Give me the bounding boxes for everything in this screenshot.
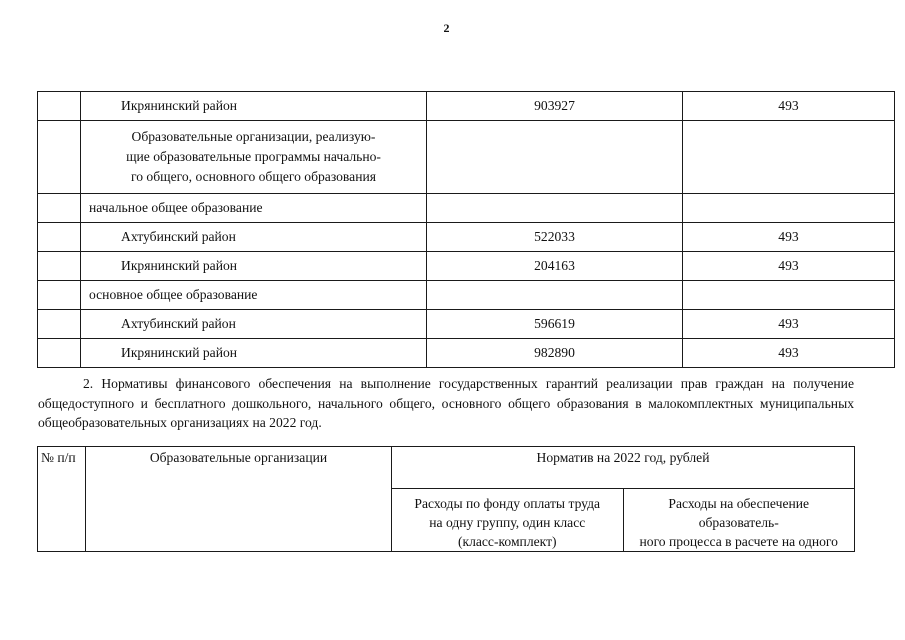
- table-row: [38, 92, 895, 121]
- row-number-cell: [38, 281, 81, 310]
- norm-value: [683, 194, 895, 223]
- student-count: 903927: [427, 92, 683, 121]
- row-number-cell: [38, 310, 81, 339]
- norm-value: 493: [683, 223, 895, 252]
- header-line: ного процесса в расчете на одного: [639, 534, 838, 549]
- district-name: Икрянинский район: [81, 339, 427, 368]
- header-line: (класс-комплект): [457, 534, 557, 549]
- district-name: Ахтубинский район: [81, 310, 427, 339]
- header-line: образователь-: [698, 515, 779, 530]
- organizations-heading: [81, 121, 427, 194]
- student-count: [427, 194, 683, 223]
- page-number: 2: [443, 21, 450, 35]
- header-number: № п/п: [38, 447, 86, 552]
- student-count: 982890: [427, 339, 683, 368]
- row-number-cell: [38, 252, 81, 281]
- student-count: [427, 281, 683, 310]
- table-header-row: [38, 447, 855, 489]
- norm-value: [683, 121, 895, 194]
- row-number-cell: [38, 223, 81, 252]
- norm-value: [683, 281, 895, 310]
- district-name: Икрянинский район: [81, 252, 427, 281]
- header-salary-expenses: [392, 489, 624, 552]
- table-row: [38, 121, 895, 194]
- table-row: [38, 310, 895, 339]
- district-name: Ахтубинский район: [81, 223, 427, 252]
- districts-table: [37, 91, 895, 368]
- table-row: [38, 223, 895, 252]
- section-name: начальное общее образование: [81, 194, 427, 223]
- header-organizations: Образовательные организации: [86, 447, 392, 552]
- row-number-cell: [38, 92, 81, 121]
- header-line: Расходы по фонду оплаты труда: [414, 496, 601, 511]
- header-norm: Норматив на 2022 год, рублей: [392, 447, 855, 489]
- student-count: 596619: [427, 310, 683, 339]
- header-process-expenses: [623, 489, 855, 552]
- district-name: Икрянинский район: [81, 92, 427, 121]
- paragraph-2: 2. Нормативы финансового обеспечения на выполнение государственных гарантий реализации прав граждан на получение общедоступного и бесплатного дошкольного, начального общего, основного общего образования в малокомплектных муниципальных общеобразовательных организациях на 2022 год.: [38, 376, 854, 430]
- heading-line: го общего, основного общего образования: [131, 169, 376, 184]
- table-row: [38, 252, 895, 281]
- norm-value: 493: [683, 252, 895, 281]
- row-number-cell: [38, 194, 81, 223]
- row-number-cell: [38, 121, 81, 194]
- norms-table: [37, 446, 855, 552]
- header-line: на одну группу, один класс: [429, 515, 586, 530]
- row-number-cell: [38, 339, 81, 368]
- norm-value: 493: [683, 92, 895, 121]
- student-count: 204163: [427, 252, 683, 281]
- table-row: [38, 281, 895, 310]
- section-name: основное общее образование: [81, 281, 427, 310]
- heading-line: Образовательные организации, реализую-: [131, 129, 376, 144]
- student-count: [427, 121, 683, 194]
- table-row: [38, 339, 895, 368]
- header-line: Расходы на обеспечение: [668, 496, 810, 511]
- norm-value: 493: [683, 339, 895, 368]
- norm-value: 493: [683, 310, 895, 339]
- student-count: 522033: [427, 223, 683, 252]
- heading-line: щие образовательные программы начально-: [126, 149, 381, 164]
- table-row: [38, 194, 895, 223]
